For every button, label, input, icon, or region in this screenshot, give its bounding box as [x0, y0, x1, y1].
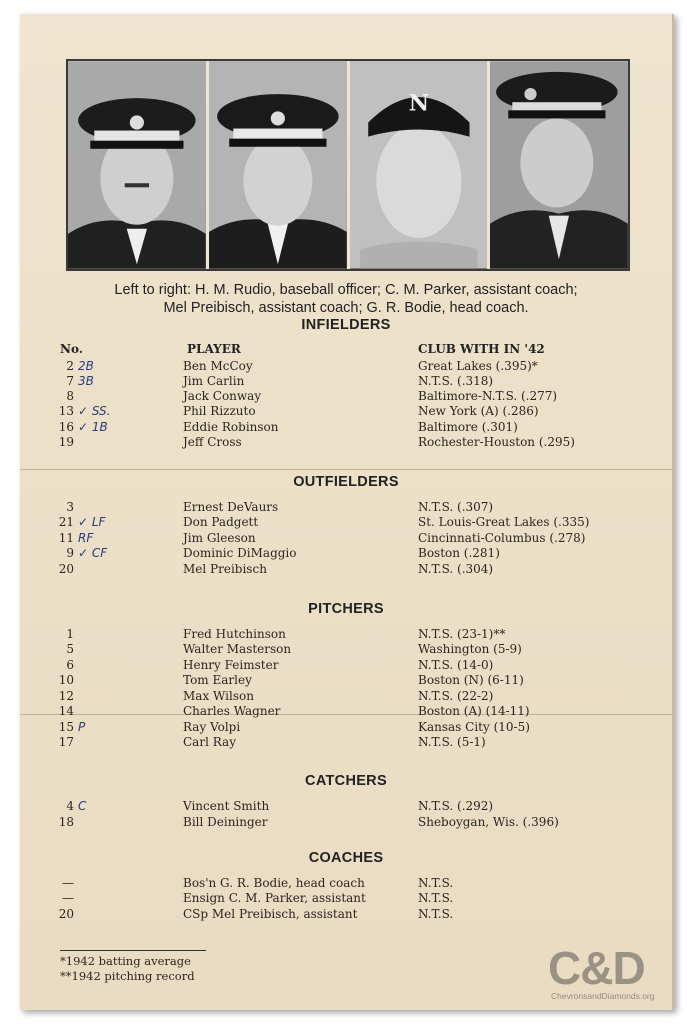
coaches-photo-strip: [66, 59, 630, 271]
player-club: Kansas City (10-5): [418, 720, 530, 734]
section-title-catchers: CATCHERS: [305, 773, 387, 789]
player-number: —: [62, 876, 74, 890]
player-name: Fred Hutchinson: [183, 627, 286, 641]
photo-rudio: [68, 61, 209, 269]
player-club: N.T.S. (23-1)**: [418, 627, 506, 641]
player-club: N.T.S. (22-2): [418, 689, 494, 703]
player-club: Rochester-Houston (.295): [418, 435, 575, 449]
roster-row: [20, 514, 672, 530]
player-name: Walter Masterson: [183, 642, 292, 656]
player-name: Charles Wagner: [183, 704, 281, 718]
roster-row: [20, 719, 672, 735]
player-club: N.T.S. (.304): [418, 562, 494, 576]
player-number: 21: [58, 515, 74, 529]
program-page: [20, 14, 674, 1010]
player-club: N.T.S. (.307): [418, 500, 494, 514]
roster-row: [20, 734, 672, 750]
player-name: Jeff Cross: [183, 435, 242, 449]
player-club: Great Lakes (.395)*: [418, 359, 538, 373]
player-name: Don Padgett: [183, 515, 259, 529]
player-number: 10: [58, 673, 74, 687]
roster-row: [20, 530, 672, 546]
player-number: 7: [66, 374, 74, 388]
player-number: 12: [58, 689, 74, 703]
watermark-site: ChevronsandDiamonds.org: [551, 991, 655, 1001]
player-club: Boston (.281): [418, 546, 500, 560]
player-number: 15: [58, 720, 74, 734]
photo-bodie: [490, 61, 628, 269]
roster-row: [20, 358, 672, 374]
caption-line-2: Mel Preibisch, assistant coach; G. R. Bodie, head coach.: [163, 300, 529, 316]
roster-row: [20, 688, 672, 704]
handwritten-note: ✓ LF: [78, 515, 106, 529]
player-number: 1: [66, 627, 74, 641]
player-number: 16: [58, 420, 74, 434]
player-number: 17: [58, 735, 74, 749]
roster-row: [20, 814, 672, 830]
handwritten-note: ✓ 1B: [78, 420, 108, 434]
portrait-officer-icon: [209, 61, 347, 269]
player-number: 4: [66, 799, 74, 813]
coach-name: Bos'n G. R. Bodie, head coach: [183, 876, 365, 890]
player-number: 5: [66, 642, 74, 656]
player-number: —: [62, 891, 74, 905]
watermark-logo: C&D: [548, 942, 645, 994]
paper-crease: [20, 469, 672, 470]
player-number: 14: [58, 704, 74, 718]
player-name: Dominic DiMaggio: [183, 546, 297, 560]
player-name: Max Wilson: [183, 689, 254, 703]
player-number: 11: [58, 531, 74, 545]
player-number: 13: [58, 404, 74, 418]
player-name: Jim Gleeson: [183, 531, 256, 545]
player-club: Washington (5-9): [418, 642, 522, 656]
portrait-officer-icon: [68, 61, 206, 269]
footnote-divider: [60, 950, 206, 951]
player-name: Jim Carlin: [183, 374, 245, 388]
photo-parker: [209, 61, 350, 269]
coach-name: Ensign C. M. Parker, assistant: [183, 891, 366, 905]
roster-row: [20, 403, 672, 419]
footnote-batting: *1942 batting average: [60, 954, 191, 968]
player-name: Ray Volpi: [183, 720, 241, 734]
coach-club: N.T.S.: [418, 907, 454, 921]
portrait-player-icon: [350, 61, 488, 269]
player-number: 9: [66, 546, 74, 560]
player-number: 20: [58, 562, 74, 576]
handwritten-note: ✓ CF: [78, 546, 108, 560]
player-name: Bill Deininger: [183, 815, 268, 829]
roster-row: [20, 419, 672, 435]
player-club: Cincinnati-Columbus (.278): [418, 531, 586, 545]
player-club: Baltimore-N.T.S. (.277): [418, 389, 558, 403]
roster-row: [20, 657, 672, 673]
coach-name: CSp Mel Preibisch, assistant: [183, 907, 358, 921]
column-header-no: No.: [60, 342, 83, 356]
roster-row: [20, 373, 672, 389]
section-title-pitchers: PITCHERS: [308, 601, 384, 617]
coach-club: N.T.S.: [418, 876, 454, 890]
roster-row: [20, 798, 672, 814]
handwritten-note: P: [78, 720, 86, 734]
player-name: Ben McCoy: [183, 359, 253, 373]
player-club: N.T.S. (14-0): [418, 658, 494, 672]
roster-row: [20, 875, 672, 891]
player-number: 18: [58, 815, 74, 829]
player-number: 8: [66, 389, 74, 403]
player-club: N.T.S. (.292): [418, 799, 494, 813]
player-name: Phil Rizzuto: [183, 404, 256, 418]
svg-text:N: N: [408, 90, 429, 117]
handwritten-note: RF: [78, 531, 94, 545]
column-header-player: PLAYER: [187, 342, 241, 356]
roster-row: [20, 906, 672, 922]
roster-row: [20, 626, 672, 642]
player-club: Baltimore (.301): [418, 420, 518, 434]
roster-row: [20, 890, 672, 906]
section-title-coaches: COACHES: [308, 850, 384, 866]
photo-caption: [40, 281, 652, 317]
caption-line-1: Left to right: H. M. Rudio, baseball officer; C. M. Parker, assistant coach;: [114, 282, 578, 298]
footnote-pitching: **1942 pitching record: [60, 969, 195, 983]
roster-row: [20, 388, 672, 404]
player-club: N.T.S. (5-1): [418, 735, 486, 749]
player-club: Sheboygan, Wis. (.396): [418, 815, 559, 829]
player-name: Mel Preibisch: [183, 562, 267, 576]
player-name: Jack Conway: [183, 389, 262, 403]
roster-row: [20, 545, 672, 561]
roster-row: [20, 561, 672, 577]
player-club: N.T.S. (.318): [418, 374, 494, 388]
player-number: 20: [58, 907, 74, 921]
photo-preibisch: [350, 61, 491, 269]
player-number: 6: [66, 658, 74, 672]
player-club: Boston (N) (6-11): [418, 673, 524, 687]
player-club: Boston (A) (14-11): [418, 704, 530, 718]
handwritten-note: 2B: [78, 359, 94, 373]
player-number: 2: [66, 359, 74, 373]
player-name: Eddie Robinson: [183, 420, 279, 434]
player-name: Carl Ray: [183, 735, 236, 749]
player-name: Tom Earley: [183, 673, 252, 687]
roster-row: [20, 703, 672, 719]
roster-row: [20, 434, 672, 450]
player-name: Ernest DeVaurs: [183, 500, 279, 514]
section-title-outfielders: OUTFIELDERS: [293, 474, 399, 490]
player-number: 19: [58, 435, 74, 449]
player-name: Vincent Smith: [183, 799, 270, 813]
player-club: St. Louis-Great Lakes (.335): [418, 515, 590, 529]
player-name: Henry Feimster: [183, 658, 279, 672]
handwritten-note: ✓ SS.: [78, 404, 111, 418]
roster-row: [20, 672, 672, 688]
handwritten-note: C: [78, 799, 87, 813]
handwritten-note: 3B: [78, 374, 94, 388]
column-header-club: CLUB WITH IN '42: [418, 342, 545, 356]
coach-club: N.T.S.: [418, 891, 454, 905]
player-number: 3: [66, 500, 74, 514]
section-title-infielders: INFIELDERS: [301, 317, 391, 333]
roster-row: [20, 499, 672, 515]
roster-row: [20, 641, 672, 657]
portrait-officer-icon: [490, 61, 628, 269]
player-club: New York (A) (.286): [418, 404, 539, 418]
